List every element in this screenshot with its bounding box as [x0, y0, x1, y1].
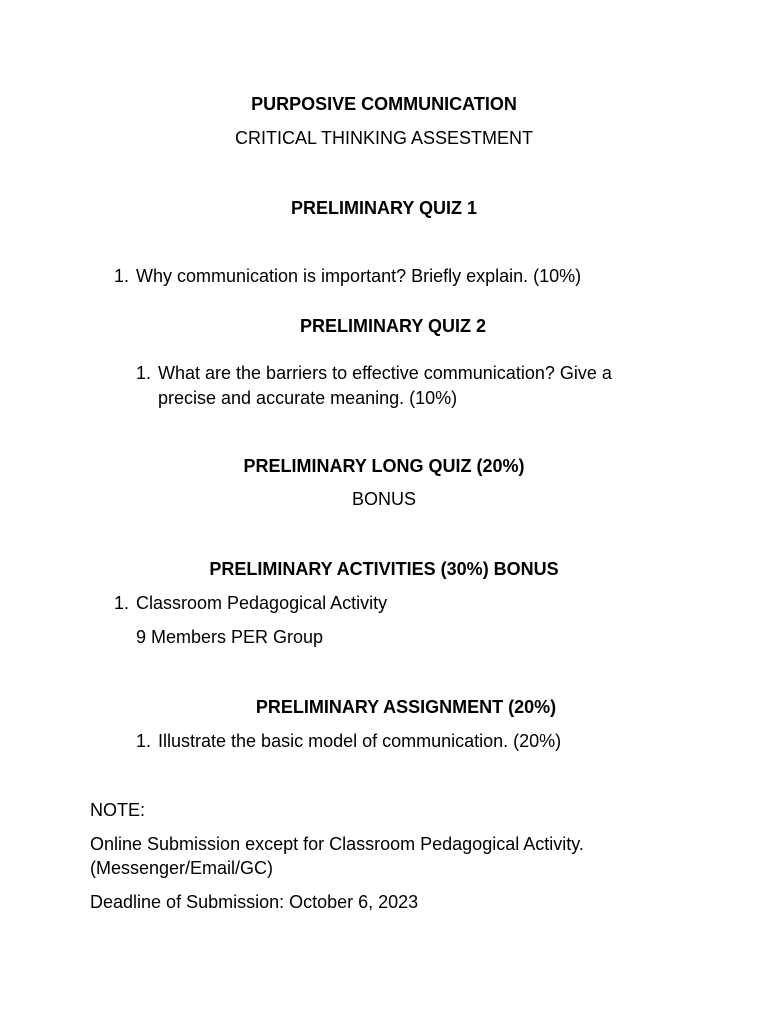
list-number: 1.: [136, 363, 152, 383]
document-title: PURPOSIVE COMMUNICATION: [251, 94, 517, 114]
document-subtitle: CRITICAL THINKING ASSESTMENT: [234, 128, 534, 148]
activities-item: [114, 591, 387, 615]
list-item-text: Illustrate the basic model of communication. (20%): [158, 731, 562, 751]
list-item-text: What are the barriers to effective communication? Give a: [158, 363, 612, 383]
list-number: 1.: [114, 593, 130, 613]
activities-heading: PRELIMINARY ACTIVITIES (30%) BONUS: [209, 559, 559, 579]
quiz2-item-continuation: precise and accurate meaning. (10%): [158, 388, 458, 408]
quiz1-heading: PRELIMINARY QUIZ 1: [290, 198, 478, 218]
list-number: 1.: [114, 266, 130, 286]
long-quiz-bonus: BONUS: [351, 489, 416, 509]
note-deadline: Deadline of Submission: October 6, 2023: [90, 892, 419, 912]
quiz2-item: [136, 361, 612, 385]
note-label: NOTE:: [90, 800, 146, 820]
note-submission: Online Submission except for Classroom Pedagogical Activity.: [90, 834, 584, 854]
note-channels: (Messenger/Email/GC): [90, 858, 274, 878]
assignment-item: [136, 729, 561, 753]
list-item-text: Why communication is important? Briefly explain. (10%): [136, 266, 582, 286]
quiz2-heading: PRELIMINARY QUIZ 2: [299, 316, 487, 336]
list-item-text: Classroom Pedagogical Activity: [136, 593, 388, 613]
list-number: 1.: [136, 731, 152, 751]
quiz1-item: [114, 264, 581, 288]
assignment-heading: PRELIMINARY ASSIGNMENT (20%): [255, 697, 557, 717]
activities-item-detail: 9 Members PER Group: [136, 627, 324, 647]
long-quiz-heading: PRELIMINARY LONG QUIZ (20%): [243, 456, 525, 476]
